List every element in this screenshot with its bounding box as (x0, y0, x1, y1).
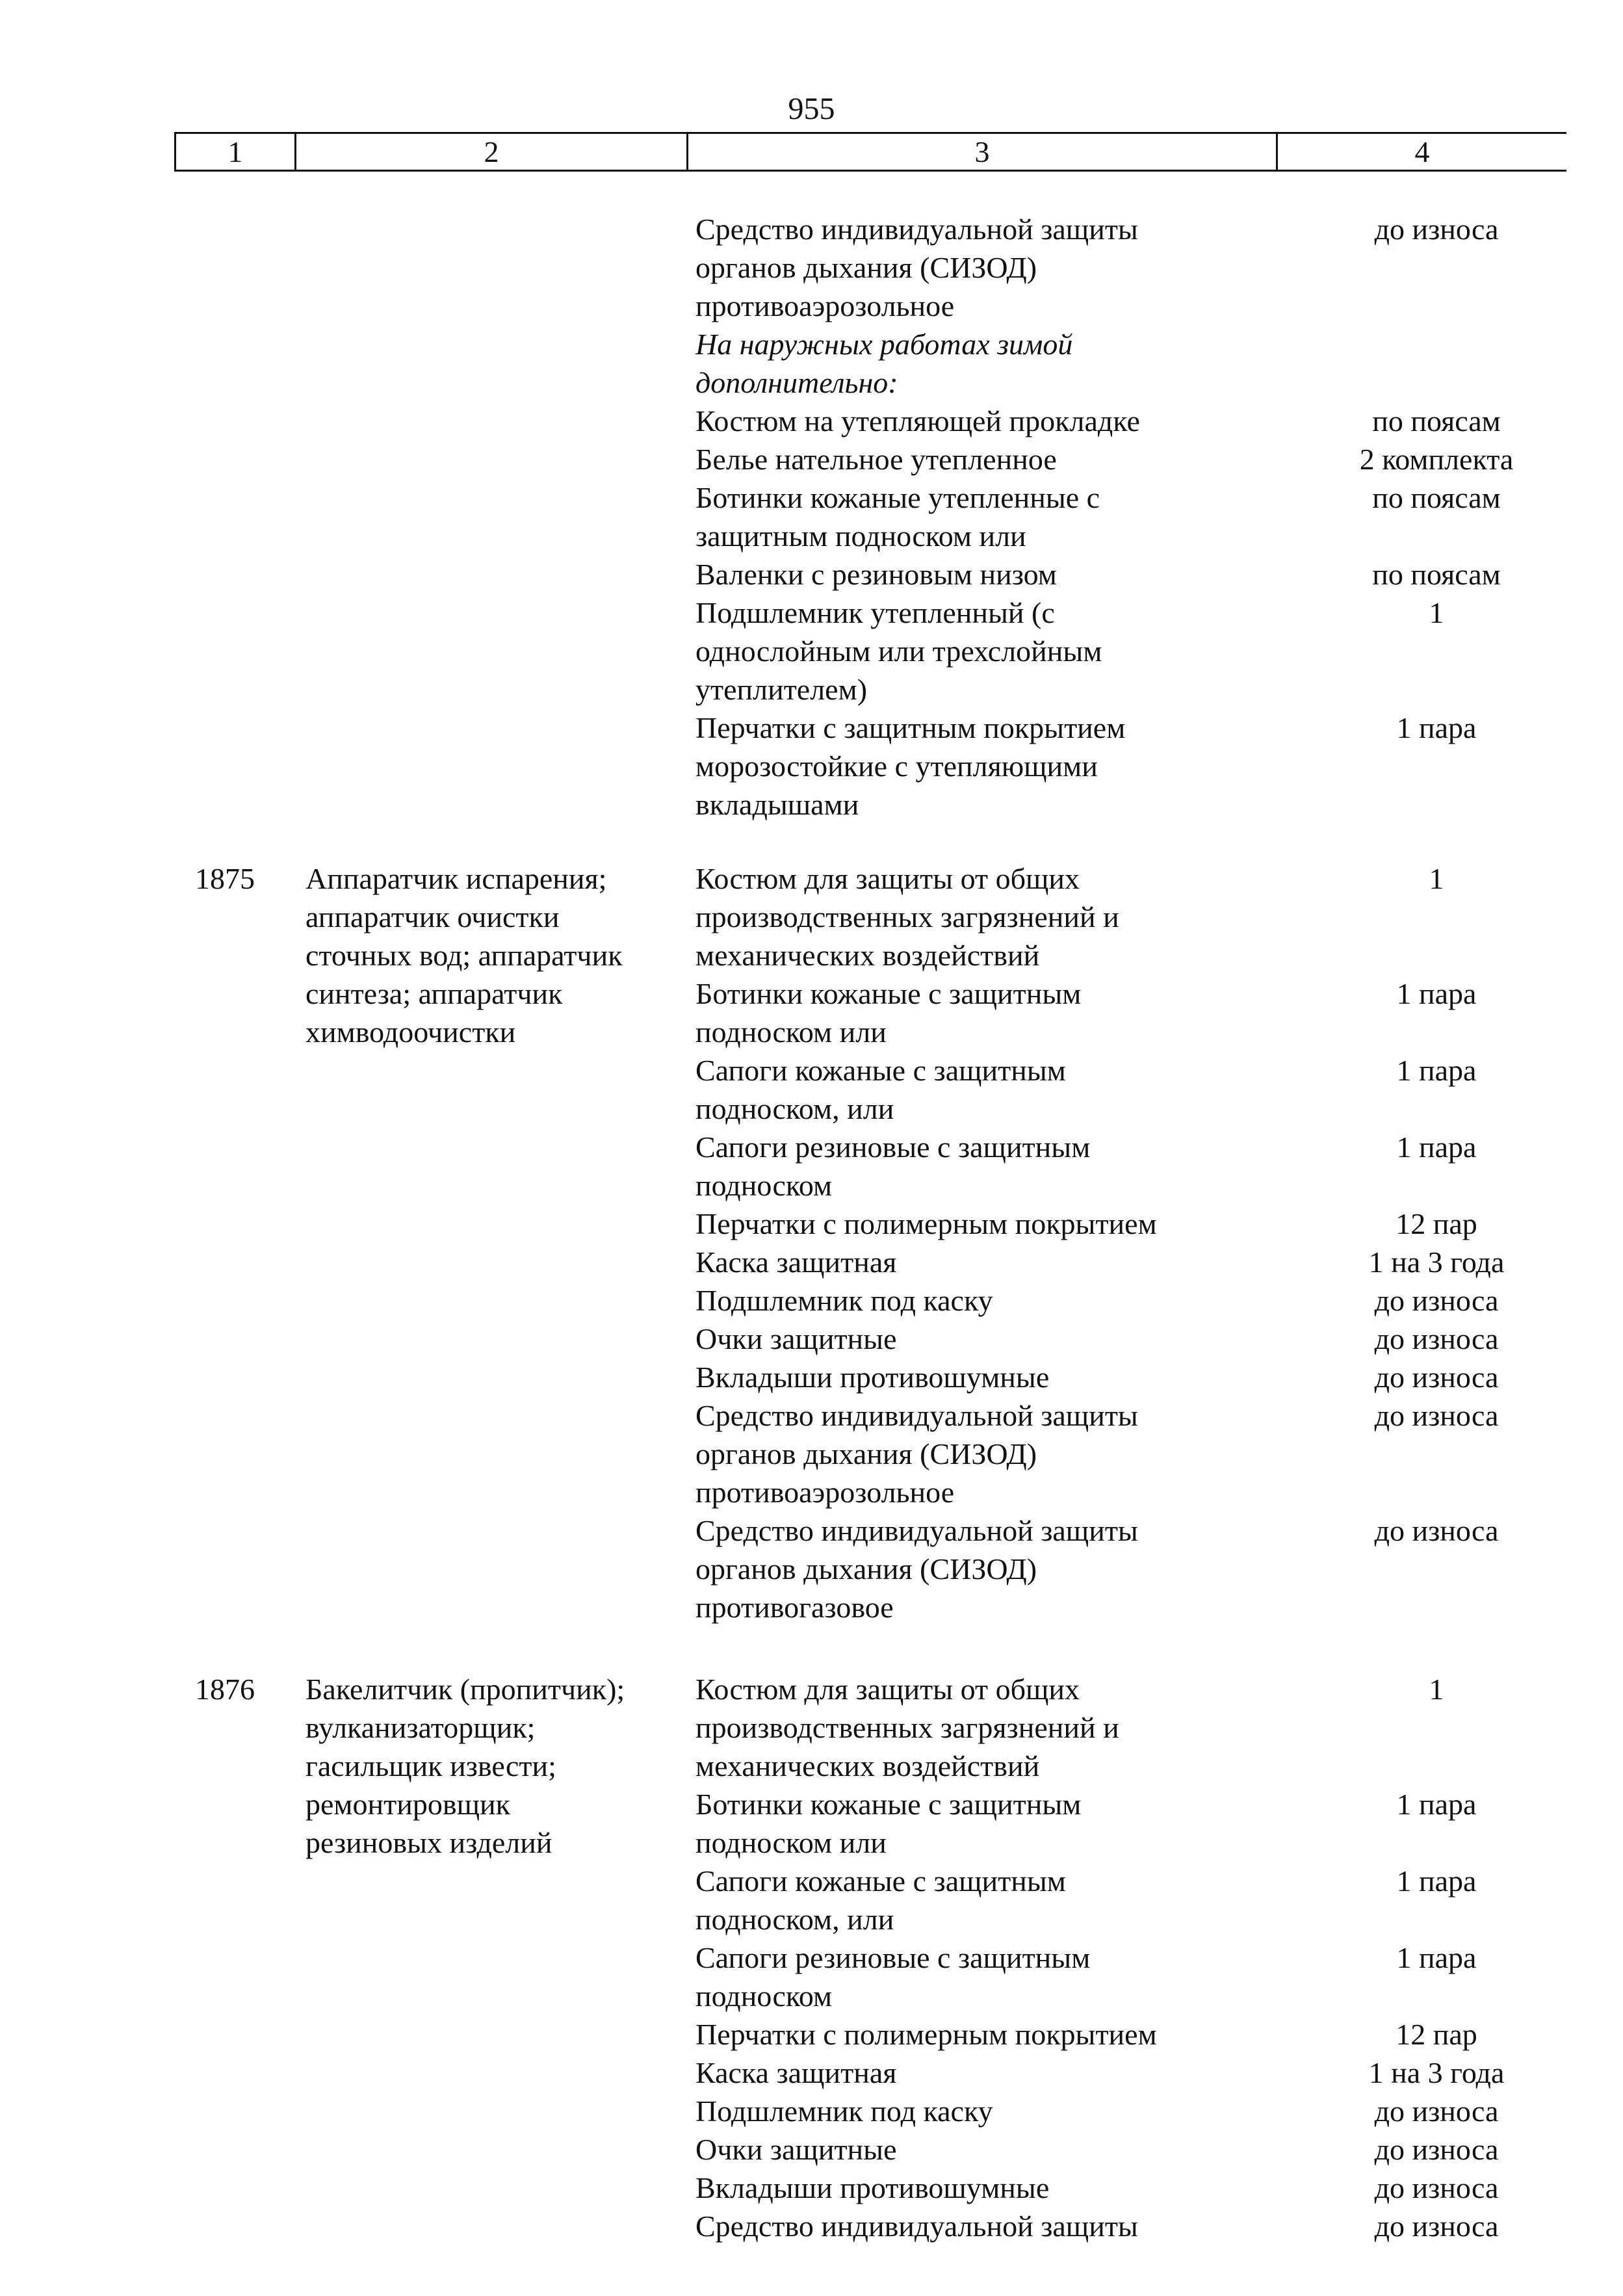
ppe-item-line: Сапоги кожаные с защитным (695, 1864, 1066, 1898)
profession-line: синтеза; аппаратчик (305, 977, 563, 1010)
profession-line: резиновых изделий (305, 1826, 552, 1859)
ppe-item-line: Средство индивидуальной защиты (695, 213, 1138, 246)
issue-norm: 1 пара (1396, 1788, 1477, 1821)
ppe-item (695, 974, 1215, 1051)
ppe-item-line: Средство индивидуальной защиты (695, 1399, 1138, 1432)
ppe-item (695, 478, 1215, 555)
ppe-item-line: Ботинки кожаные утепленные с (695, 481, 1100, 514)
ppe-item-line: органов дыхания (СИЗОД) (695, 1552, 1037, 1585)
ppe-item-line: механических воздействий (695, 939, 1040, 972)
profession-line: химводоочистки (305, 1015, 516, 1049)
ppe-item (695, 325, 1215, 402)
issue-norm: до износа (1374, 1361, 1499, 1394)
ppe-item-line: Костюм для защиты от общих (695, 862, 1080, 895)
issue-norm: до износа (1374, 1284, 1499, 1317)
profession-line: гасильщик извести; (305, 1749, 556, 1782)
ppe-item (695, 1862, 1215, 1938)
header-col-3: 3 (974, 135, 990, 168)
issue-norm: 1 пара (1396, 1864, 1477, 1898)
ppe-item (695, 1358, 1215, 1396)
issue-norm: по поясам (1372, 481, 1501, 514)
issue-norm: до износа (1374, 2171, 1499, 2204)
ppe-item-line: подноском, или (695, 1903, 894, 1936)
ppe-item-line: противогазовое (695, 1591, 894, 1624)
issue-norm: до износа (1374, 213, 1499, 246)
issue-norm: 2 комплекта (1359, 443, 1514, 476)
ppe-item (695, 440, 1215, 478)
ppe-item (695, 1051, 1215, 1128)
ppe-item-line: производственных загрязнений и (695, 900, 1119, 933)
ppe-item-line: Очки защитные (695, 1322, 897, 1355)
issue-norm: по поясам (1372, 558, 1501, 591)
ppe-item-line: однослойным или трехслойным (695, 634, 1102, 668)
header-col-2: 2 (484, 135, 499, 168)
ppe-item-line: дополнительно: (695, 366, 898, 399)
ppe-item-line: Каска защитная (695, 2056, 897, 2089)
profession-line: Аппаратчик испарения; (305, 862, 607, 895)
entry-number: 1876 (195, 1673, 255, 1706)
issue-norm: до износа (1374, 1399, 1499, 1432)
ppe-item-line: защитным подноском или (695, 519, 1026, 553)
ppe-item-line: Очки защитные (695, 2133, 897, 2166)
ppe-item (695, 859, 1215, 974)
ppe-item (695, 1511, 1215, 1626)
profession-line: Бакелитчик (пропитчик); (305, 1673, 625, 1706)
issue-norm: до износа (1374, 2133, 1499, 2166)
issue-norm: 1 пара (1396, 1054, 1477, 1087)
ppe-item-line: Костюм для защиты от общих (695, 1673, 1080, 1706)
ppe-item-line: подноском, или (695, 1092, 894, 1125)
ppe-item-line: Средство индивидуальной защиты (695, 1514, 1138, 1547)
ppe-item-line: Костюм на утепляющей прокладке (695, 404, 1140, 437)
issue-norm: до износа (1374, 2094, 1499, 2128)
table-header (174, 132, 1566, 172)
issue-norm: 12 пар (1396, 2018, 1477, 2051)
ppe-item-line: Ботинки кожаные с защитным (695, 977, 1082, 1010)
ppe-item (695, 2015, 1215, 2054)
ppe-item (695, 210, 1215, 325)
issue-norm: 12 пар (1396, 1207, 1477, 1240)
ppe-item-line: утеплителем) (695, 673, 868, 706)
ppe-item (695, 1396, 1215, 1511)
ppe-item-line: механических воздействий (695, 1749, 1040, 1782)
ppe-item-line: Сапоги резиновые с защитным (695, 1130, 1091, 1164)
profession-name (305, 859, 669, 1051)
ppe-item (695, 1243, 1215, 1281)
ppe-item (695, 594, 1215, 709)
ppe-item (695, 402, 1215, 440)
issue-norm: 1 пара (1396, 977, 1477, 1010)
ppe-item-line: Средство индивидуальной защиты (695, 2210, 1138, 2243)
header-col-1: 1 (227, 135, 243, 168)
ppe-item-line: производственных загрязнений и (695, 1711, 1119, 1744)
ppe-item-line: противоаэрозольное (695, 289, 955, 322)
ppe-item-line: Подшлемник под каску (695, 2094, 993, 2128)
ppe-item (695, 555, 1215, 594)
ppe-item (695, 2092, 1215, 2130)
profession-line: вулканизаторщик; (305, 1711, 536, 1744)
ppe-item-line: Подшлемник утепленный (с (695, 596, 1055, 629)
issue-norm: 1 на 3 года (1368, 1246, 1505, 1279)
ppe-item-line: Каска защитная (695, 1246, 897, 1279)
ppe-item-line: На наружных работах зимой (695, 328, 1073, 361)
ppe-item-line: Вкладыши противошумные (695, 1361, 1050, 1394)
ppe-item (695, 2207, 1215, 2245)
ppe-item (695, 2130, 1215, 2169)
header-col-4: 4 (1414, 135, 1430, 168)
ppe-item-line: подноском или (695, 1015, 887, 1049)
ppe-item-line: противоаэрозольное (695, 1476, 955, 1509)
ppe-item (695, 1938, 1215, 2015)
ppe-item (695, 1205, 1215, 1243)
ppe-item-line: Перчатки с защитным покрытием (695, 711, 1126, 744)
profession-line: аппаратчик очистки (305, 900, 560, 933)
issue-norm: до износа (1374, 1514, 1499, 1547)
ppe-item (695, 1670, 1215, 1785)
profession-name (305, 1670, 669, 1862)
entry-number: 1875 (195, 862, 255, 895)
ppe-item-line: органов дыхания (СИЗОД) (695, 1437, 1037, 1470)
ppe-item-line: подноском (695, 1169, 833, 1202)
profession-line: сточных вод; аппаратчик (305, 939, 623, 972)
ppe-item-line: Валенки с резиновым низом (695, 558, 1057, 591)
ppe-item-line: Вкладыши противошумные (695, 2171, 1050, 2204)
issue-norm: 1 пара (1396, 1130, 1477, 1164)
issue-norm: 1 (1429, 1673, 1444, 1706)
issue-norm: 1 пара (1396, 711, 1477, 744)
ppe-item-line: подноском (695, 1979, 833, 2013)
ppe-item (695, 709, 1215, 824)
ppe-item-line: вкладышами (695, 788, 859, 821)
ppe-item (695, 1320, 1215, 1358)
profession-line: ремонтировщик (305, 1788, 510, 1821)
issue-norm: до износа (1374, 2210, 1499, 2243)
ppe-item-line: Белье нательное утепленное (695, 443, 1057, 476)
ppe-item (695, 2054, 1215, 2092)
ppe-item (695, 1785, 1215, 1862)
issue-norm: до износа (1374, 1322, 1499, 1355)
ppe-item-line: Перчатки с полимерным покрытием (695, 2018, 1157, 2051)
ppe-item-line: Ботинки кожаные с защитным (695, 1788, 1082, 1821)
ppe-item-line: Сапоги кожаные с защитным (695, 1054, 1066, 1087)
ppe-item-line: подноском или (695, 1826, 887, 1859)
ppe-item-line: Подшлемник под каску (695, 1284, 993, 1317)
ppe-item (695, 1128, 1215, 1205)
issue-norm: 1 на 3 года (1368, 2056, 1505, 2089)
ppe-item-line: Сапоги резиновые с защитным (695, 1941, 1091, 1974)
issue-norm: по поясам (1372, 404, 1501, 437)
ppe-item (695, 1281, 1215, 1320)
issue-norm: 1 пара (1396, 1941, 1477, 1974)
page-number: 955 (788, 92, 835, 126)
ppe-item (695, 2169, 1215, 2207)
ppe-item-line: Перчатки с полимерным покрытием (695, 1207, 1157, 1240)
issue-norm: 1 (1429, 596, 1444, 629)
issue-norm: 1 (1429, 862, 1444, 895)
ppe-item-line: органов дыхания (СИЗОД) (695, 251, 1037, 284)
ppe-item-line: морозостойкие с утепляющими (695, 750, 1098, 783)
